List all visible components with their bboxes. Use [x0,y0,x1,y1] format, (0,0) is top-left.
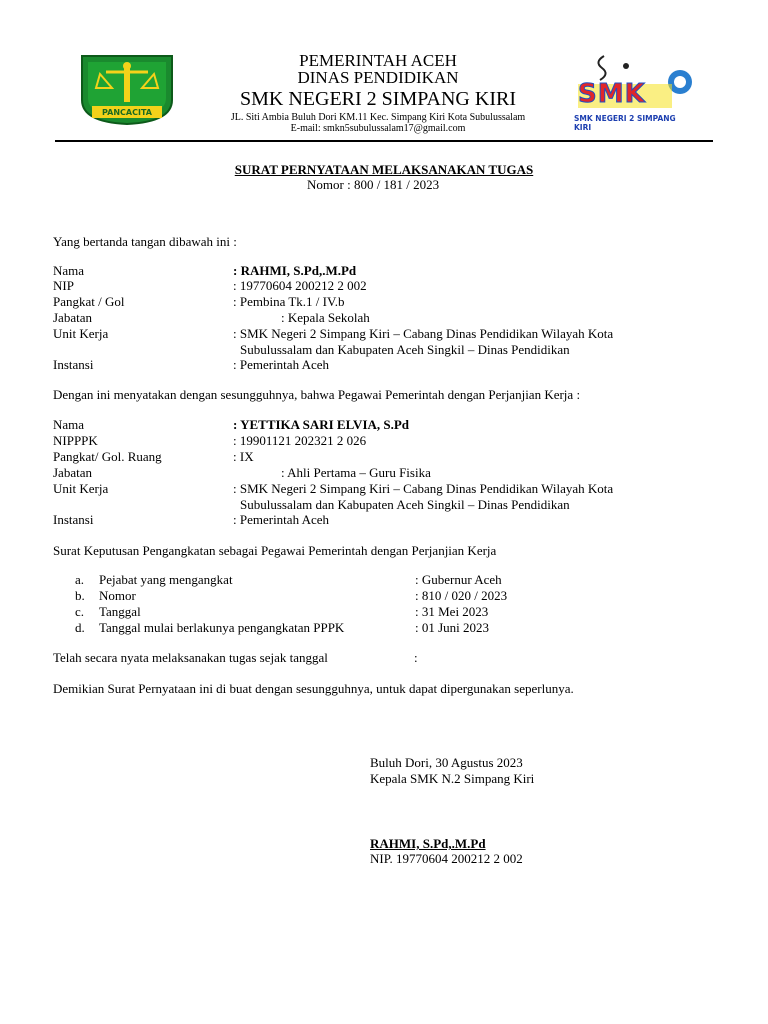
field-value: : SMK Negeri 2 Simpang Kiri – Cabang Dinas Pendidikan Wilayah Kota [233,481,614,496]
field-label: Nama [53,417,85,432]
signature-place-date: Buluh Dori, 30 Agustus 2023 [370,755,523,770]
document-number: Nomor : 800 / 181 / 2023 [307,177,440,192]
field-label: Pangkat / Gol [53,294,125,309]
statement-text: Dengan ini menyatakan dengan sesungguhnya, bahwa Pegawai Pemerintah dengan Perjanjian Kerja : [53,387,581,402]
list-value: : 810 / 020 / 2023 [415,588,508,603]
list-letter: d. [75,620,85,635]
signature-name: RAHMI, S.Pd,.M.Pd [370,836,486,851]
list-label: Tanggal [99,604,141,619]
signature-position: Kepala SMK N.2 Simpang Kiri [370,771,535,786]
list-label: Tanggal mulai berlakunya pengangkatan PPPK [99,620,345,635]
list-letter: b. [75,588,85,603]
field-value: : 19901121 202321 2 026 [233,433,367,448]
intro-text: Yang bertanda tangan dibawah ini : [53,234,237,249]
field-value: : SMK Negeri 2 Simpang Kiri – Cabang Dinas Pendidikan Wilayah Kota [233,326,614,341]
field-label: Unit Kerja [53,326,109,341]
field-label: Pangkat/ Gol. Ruang [53,449,162,464]
since-text: Telah secara nyata melaksanakan tugas sejak tanggal [53,650,328,665]
list-letter: c. [75,604,85,619]
header-email: E-mail: smkn5subulussalam17@gmail.com [290,123,466,134]
signer-unit-continuation: Subulussalam dan Kabupaten Aceh Singkil – Dinas Pendidikan [240,342,570,357]
field-value: : Pembina Tk.1 / IV.b [233,294,345,309]
field-label: Instansi [53,357,94,372]
list-label: Pejabat yang mengangkat [99,572,233,587]
employee-unit-continuation: Subulussalam dan Kabupaten Aceh Singkil – Dinas Pendidikan [240,497,570,512]
list-value: : 31 Mei 2023 [415,604,489,619]
smk-logo-caption: SMK NEGERI 2 SIMPANG KIRI [574,114,676,132]
field-label: Unit Kerja [53,481,109,496]
field-value: : Pemerintah Aceh [233,357,330,372]
header-line-1: PEMERINTAH ACEH [299,51,457,70]
field-label: Jabatan [53,310,92,325]
field-label: NIP [53,278,74,293]
document-title: SURAT PERNYATAAN MELAKSANAKAN TUGAS [234,162,534,177]
field-value: : Ahli Pertama – Guru Fisika [281,465,431,480]
sk-intro-text: Surat Keputusan Pengangkatan sebagai Pegawai Pemerintah dengan Perjanjian Kerja [53,543,497,558]
smk-logo-text: SMK [578,79,646,109]
list-letter: a. [75,572,85,587]
header-address: JL. Siti Ambia Buluh Dori KM.11 Kec. Simpang Kiri Kota Subulussalam [230,112,526,123]
field-value: : Kepala Sekolah [281,310,370,325]
field-value: : Pemerintah Aceh [233,512,330,527]
field-value: : IX [233,449,254,464]
smk-logo [574,52,694,132]
field-label: Nama [53,263,85,278]
header-divider [55,140,713,142]
closing-text: Demikian Surat Pernyataan ini di buat dengan sesungguhnya, untuk dapat dipergunakan seperlunya. [53,681,574,696]
field-label: Instansi [53,512,94,527]
emblem-text: PANCACITA [102,108,152,117]
field-value: : 19770604 200212 2 002 [233,278,367,293]
list-label: Nomor [99,588,136,603]
field-label: NIPPPK [53,433,98,448]
header-line-2: DINAS PENDIDIKAN [297,68,459,87]
list-value: : Gubernur Aceh [415,572,502,587]
field-value: : RAHMI, S.Pd,.M.Pd [233,263,357,278]
field-value: : YETTIKA SARI ELVIA, S.Pd [233,417,410,432]
list-value: : 01 Juni 2023 [415,620,490,635]
signature-nip: NIP. 19770604 200212 2 002 [370,851,523,866]
aceh-emblem-logo [78,52,176,126]
header-school-name: SMK NEGERI 2 SIMPANG KIRI [240,88,516,110]
field-label: Jabatan [53,465,92,480]
since-colon: : [414,650,418,665]
